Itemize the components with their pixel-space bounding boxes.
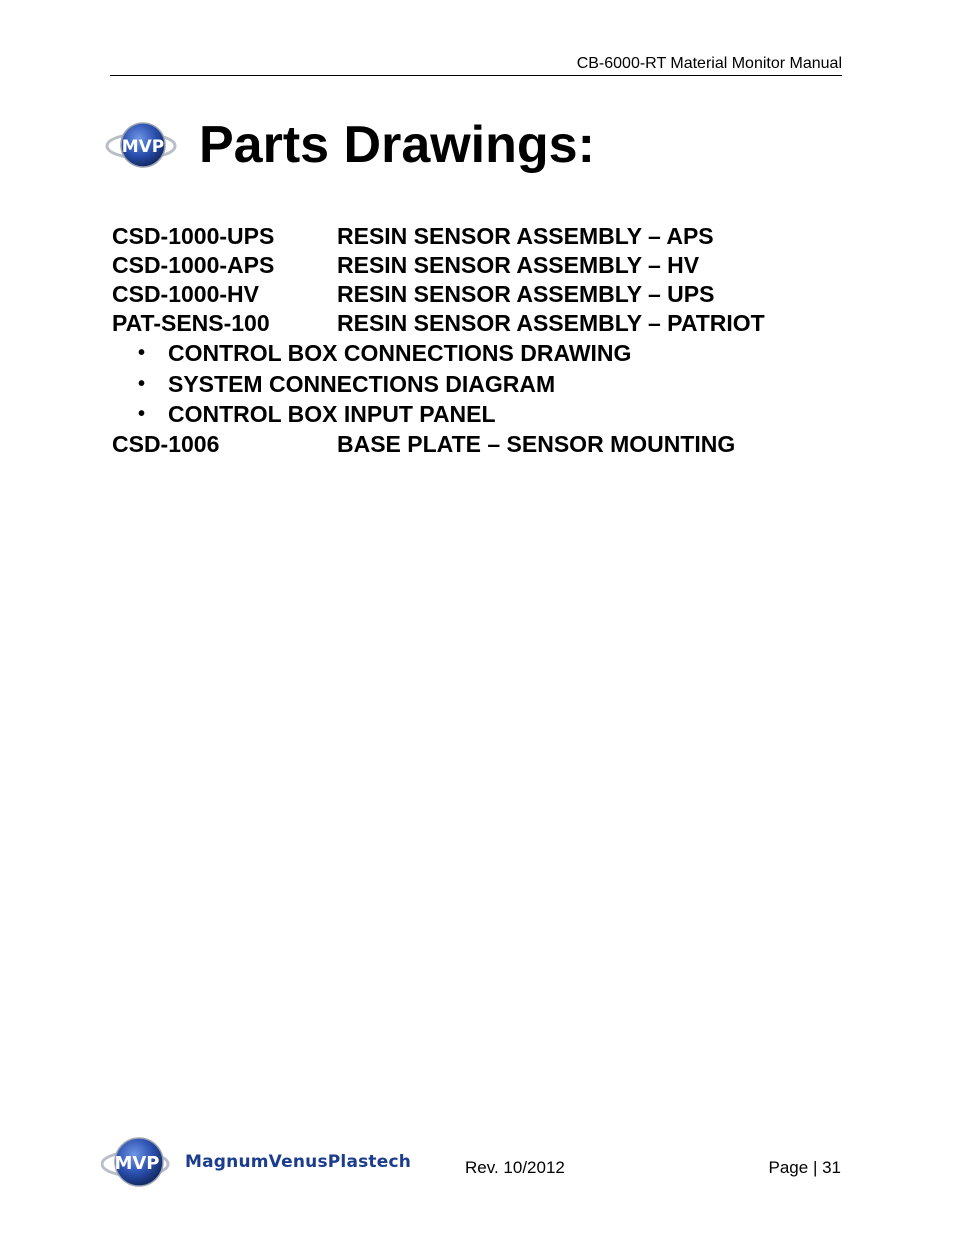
running-header <box>110 54 842 76</box>
title-row <box>105 110 595 180</box>
list-item-text: CONTROL BOX CONNECTIONS DRAWING <box>168 340 632 366</box>
part-row <box>112 222 832 251</box>
part-description: BASE PLATE – SENSOR MOUNTING <box>337 430 736 457</box>
list-item <box>138 338 832 369</box>
part-description: RESIN SENSOR ASSEMBLY – PATRIOT <box>337 310 765 336</box>
list-item-text: SYSTEM CONNECTIONS DIAGRAM <box>168 370 556 397</box>
page-number: Page | 31 <box>768 1158 841 1177</box>
brand-name: MagnumVenusPlastech <box>185 1152 412 1172</box>
list-item-text: CONTROL BOX INPUT PANEL <box>168 401 496 427</box>
revision-label: Rev. 10/2012 <box>465 1158 565 1177</box>
part-description: RESIN SENSOR ASSEMBLY – APS <box>337 223 714 249</box>
part-row <box>112 251 832 280</box>
bullet-icon: • <box>138 342 146 364</box>
part-description: RESIN SENSOR ASSEMBLY – UPS <box>337 281 715 307</box>
part-row <box>112 430 832 459</box>
part-code: CSD-1000-APS <box>112 252 275 278</box>
mvp-logo-icon <box>101 1132 173 1192</box>
part-row <box>112 309 832 338</box>
part-code: CSD-1000-HV <box>112 281 259 307</box>
part-code: PAT-SENS-100 <box>112 310 270 336</box>
list-item <box>138 369 832 400</box>
logo-text: MVP <box>121 137 165 157</box>
part-description: RESIN SENSOR ASSEMBLY – HV <box>337 252 700 278</box>
sub-drawing-list <box>112 338 832 430</box>
part-row <box>112 280 832 309</box>
parts-list <box>112 222 832 459</box>
footer-logo <box>101 1132 411 1192</box>
list-item <box>138 399 832 430</box>
part-code: CSD-1006 <box>112 430 220 457</box>
manual-title: CB-6000-RT Material Monitor Manual <box>576 55 842 72</box>
page-title: Parts Drawings: <box>199 116 595 174</box>
logo-text: MVP <box>114 1153 160 1174</box>
bullet-icon: • <box>138 403 146 425</box>
mvp-logo-icon <box>105 117 177 173</box>
part-code: CSD-1000-UPS <box>112 223 275 249</box>
bullet-icon: • <box>138 372 146 395</box>
